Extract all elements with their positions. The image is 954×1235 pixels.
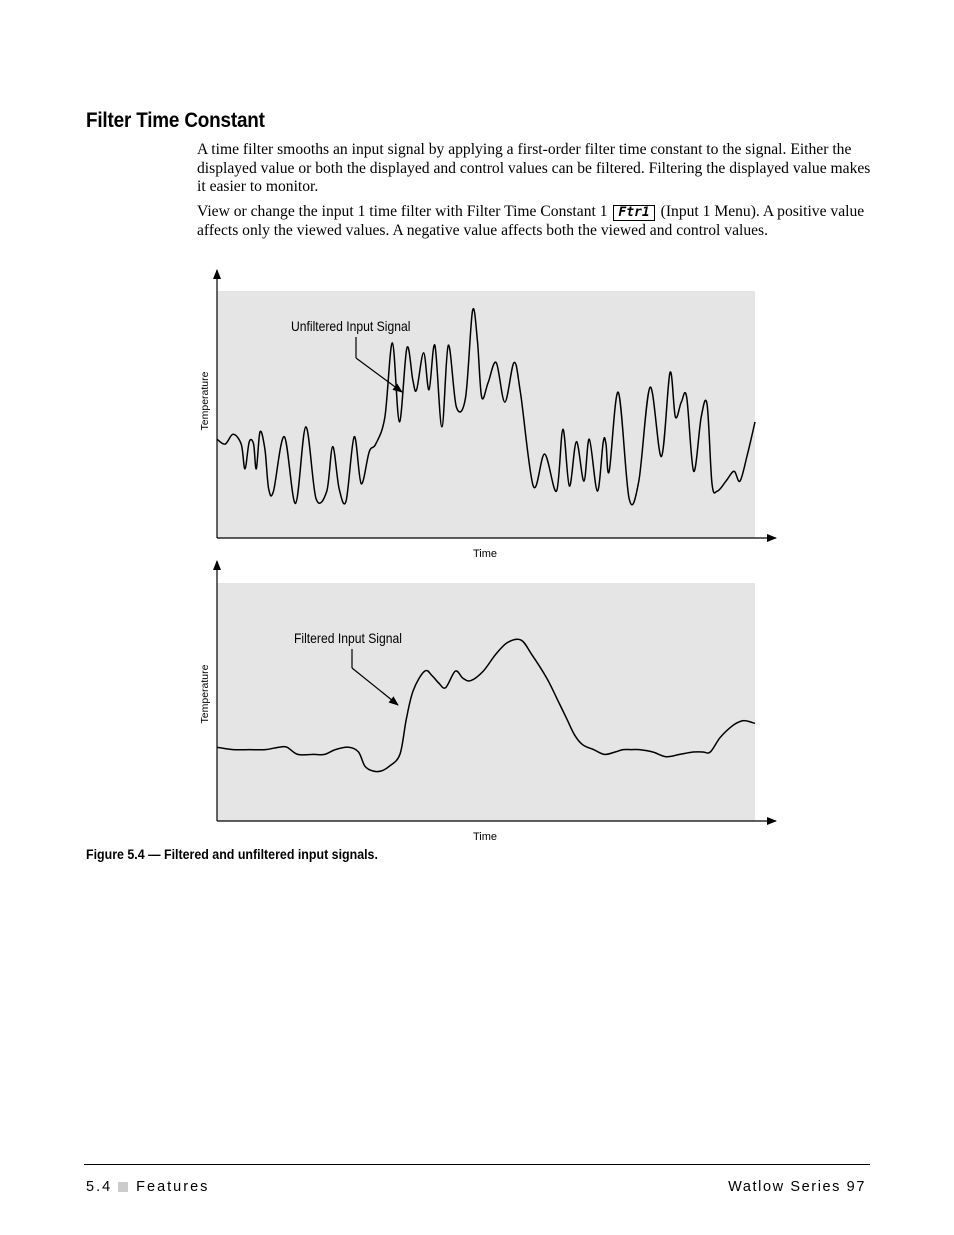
unfiltered-chart xyxy=(199,270,776,560)
footer-page-number: 5.4 xyxy=(86,1179,113,1195)
filtered-chart xyxy=(199,561,776,843)
footer-square-icon xyxy=(118,1182,128,1192)
lcd-code-ftr1: Ftr1 xyxy=(613,205,654,221)
footer-left xyxy=(86,1179,209,1195)
figure-caption: Figure 5.4 — Filtered and unfiltered input signals. xyxy=(86,847,378,862)
x-axis-label: Time xyxy=(472,548,498,560)
footer-publication: Watlow Series 97 xyxy=(728,1179,866,1195)
section-title: Filter Time Constant xyxy=(86,109,265,132)
x-axis-label: Time xyxy=(472,831,498,843)
signal-annotation: Filtered Input Signal xyxy=(294,630,402,647)
signal-annotation: Unfiltered Input Signal xyxy=(291,318,411,335)
y-axis-label: Temperature xyxy=(199,664,211,724)
y-axis-label: Temperature xyxy=(199,371,211,431)
paragraph-text-after: (Input 1 Menu). A positive value affects only the viewed values. A negative value affects both the viewed and control values. xyxy=(197,203,865,239)
footer-section-name: Features xyxy=(136,1179,210,1195)
footer-rule xyxy=(84,1164,870,1165)
paragraph-text-before: View or change the input 1 time filter with Filter Time Constant 1 xyxy=(197,203,612,220)
plot-area xyxy=(217,583,755,821)
paragraph-intro: A time filter smooths an input signal by applying a first-order filter time constant to the signal. Either the displayed value or both the displayed and control values can be filtered. Filtering the displayed value makes it easier to monitor. xyxy=(197,141,871,195)
